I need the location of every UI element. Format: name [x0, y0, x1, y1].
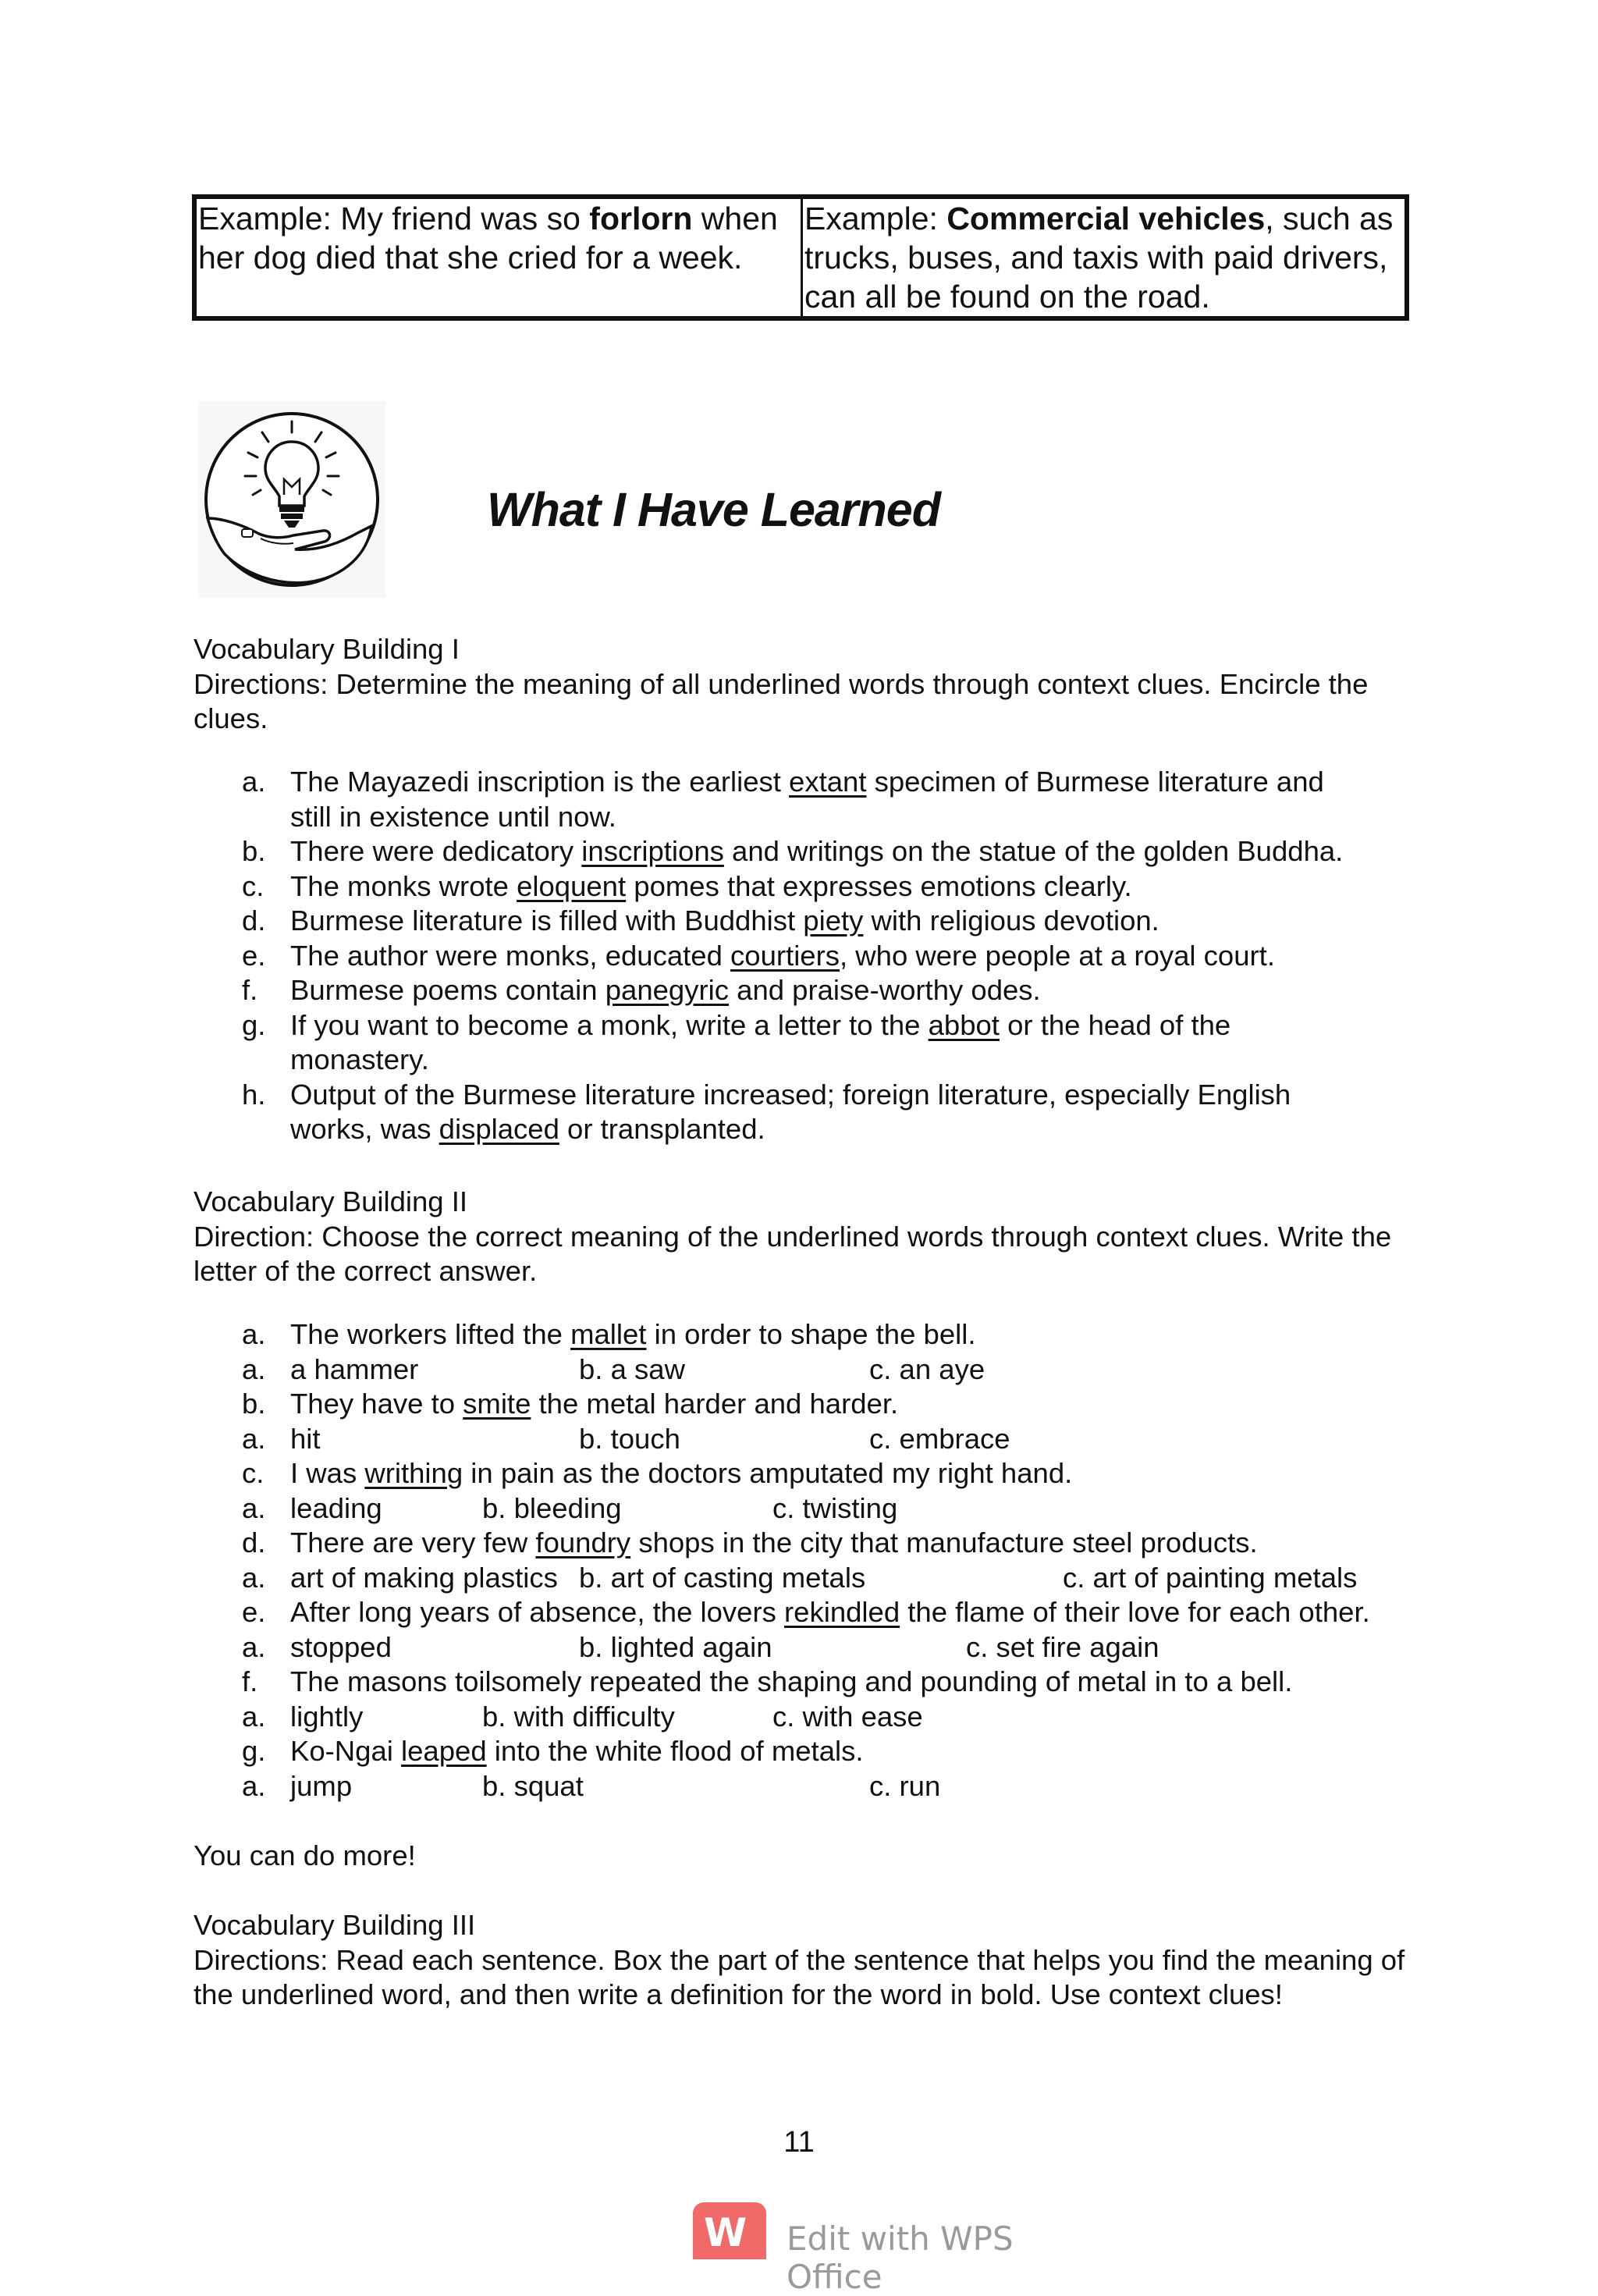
item-label: f.	[242, 974, 258, 1006]
item-text: monastery.	[290, 1043, 429, 1075]
answer-choice-a: jump	[290, 1769, 353, 1802]
underlined-word: abbot	[928, 1008, 1000, 1041]
item-label: c.	[242, 1457, 265, 1489]
answer-choice-c: c. twisting	[772, 1491, 898, 1524]
answer-choice-b: b. a saw	[579, 1352, 685, 1385]
item-text: the flame of their love for each other.	[900, 1596, 1370, 1628]
choice-label: a.	[242, 1700, 266, 1733]
wps-watermark	[693, 2202, 1099, 2296]
item-text: shops in the city that manufacture steel products.	[630, 1527, 1258, 1559]
item-text: in pain as the doctors amputated my right hand.	[463, 1457, 1073, 1489]
question-text	[290, 1595, 1370, 1630]
wps-logo-icon	[693, 2202, 766, 2259]
question-text	[290, 1456, 1072, 1491]
item-text: Burmese literature is filled with Buddhist	[290, 905, 804, 937]
choice-label: a.	[242, 1769, 266, 1802]
item-label: e.	[242, 939, 266, 972]
vb1-heading: Vocabulary Building I	[194, 633, 460, 665]
answer-choice-a: leading	[290, 1491, 382, 1524]
item-text: Ko-Ngai	[290, 1735, 402, 1767]
vb1-items	[194, 765, 1442, 1147]
item-text: with religious devotion.	[863, 905, 1159, 937]
item-label: a.	[242, 1318, 266, 1350]
answer-choice-c: c. embrace	[869, 1422, 1010, 1455]
item-label: h.	[242, 1078, 266, 1111]
item-text: or transplanted.	[559, 1113, 765, 1145]
answer-choice-b: b. with difficulty	[482, 1700, 675, 1733]
question-text	[290, 1526, 1258, 1561]
answer-choice-b: b. squat	[482, 1769, 584, 1802]
vb3-heading: Vocabulary Building III	[194, 1909, 476, 1941]
item-text: and praise-worthy odes.	[729, 974, 1041, 1006]
question-text	[290, 1387, 898, 1422]
choice-label: a.	[242, 1491, 266, 1524]
item-text: The workers lifted the	[290, 1318, 571, 1350]
answer-choice-a: art of making plastics	[290, 1561, 558, 1594]
item-label: d.	[242, 1527, 266, 1559]
vb1-item	[194, 904, 1442, 939]
answer-choice-b: b. touch	[579, 1422, 680, 1455]
choice-label: a.	[242, 1352, 266, 1385]
item-text: Burmese poems contain	[290, 974, 605, 1006]
vb1-item	[194, 1078, 1442, 1147]
item-text: and writings on the statue of the golden Buddha.	[723, 835, 1344, 867]
item-label: g.	[242, 1008, 266, 1041]
answer-choice-c: c. with ease	[772, 1700, 923, 1733]
encouragement: You can do more!	[194, 1839, 416, 1871]
underlined-word: foundry	[535, 1527, 631, 1559]
item-text: I was	[290, 1457, 365, 1489]
item-text: pomes that expresses emotions clearly.	[626, 869, 1132, 902]
item-label: b.	[242, 835, 266, 867]
page-number: 11	[783, 2126, 815, 2159]
item-text: The masons toilsomely repeated the shaping and pounding of metal in to a bell.	[290, 1665, 1293, 1697]
item-text: the metal harder and harder.	[531, 1388, 899, 1420]
item-text: , who were people at a royal court.	[840, 939, 1275, 972]
choice-label: a.	[242, 1422, 266, 1455]
answer-choice-a: hit	[290, 1422, 321, 1455]
answer-choice-c: c. run	[869, 1769, 941, 1802]
underlined-word: courtiers	[730, 939, 840, 972]
vb1-item	[194, 973, 1442, 1008]
example-2-prefix: Example:	[804, 201, 947, 236]
answer-choice-b: b. bleeding	[482, 1491, 622, 1524]
wps-watermark-text: Edit with WPS Office	[787, 2220, 1014, 2296]
example-cell-1	[194, 197, 802, 318]
underlined-word: leaped	[401, 1735, 487, 1767]
answer-choice-c: c. an aye	[869, 1352, 985, 1385]
item-text: or the head of the	[999, 1008, 1231, 1041]
choice-label: a.	[242, 1630, 266, 1663]
vb3-intro	[194, 1908, 1426, 2013]
underlined-word: displaced	[439, 1113, 559, 1145]
item-label: c.	[242, 869, 265, 902]
item-label: f.	[242, 1665, 258, 1697]
item-text: The monks wrote	[290, 869, 517, 902]
item-text: into the white flood of metals.	[486, 1735, 864, 1767]
vb1-directions: Directions: Determine the meaning of all underlined words through context clues. Encircle the clues.	[194, 667, 1369, 734]
example-1-prefix: Example: My friend was so	[198, 201, 590, 236]
underlined-word: writhing	[364, 1457, 463, 1489]
vb2-directions: Direction: Choose the correct meaning of the underlined words through context clues. Write the letter of the correct answer.	[194, 1220, 1392, 1287]
underlined-word: extant	[789, 766, 867, 798]
example-cell-2	[802, 197, 1408, 318]
example-1-bold-word: forlorn	[589, 201, 693, 236]
question-text	[290, 1734, 864, 1769]
vb3-directions: Directions: Read each sentence. Box the part of the sentence that helps you find the meaning of the underlined word, and then write a definition for the word in bold. Use context clues!	[194, 1943, 1405, 2010]
underlined-word: rekindled	[784, 1596, 900, 1628]
item-text: There are very few	[290, 1527, 536, 1559]
item-text: still in existence until now.	[290, 800, 616, 833]
item-label: b.	[242, 1388, 266, 1420]
vb1-item	[194, 869, 1442, 905]
example-2-suffix: , such as trucks, buses, and taxis with paid drivers, can all be found on the road.	[804, 201, 1394, 315]
vb1-item	[194, 939, 1442, 974]
item-text: works, was	[290, 1113, 439, 1145]
underlined-word: smite	[463, 1388, 531, 1420]
question-text	[290, 1317, 976, 1352]
vb1-item	[194, 834, 1442, 869]
underlined-word: panegyric	[605, 974, 729, 1006]
answer-choice-a: stopped	[290, 1630, 392, 1663]
item-text: If you want to become a monk, write a letter to the	[290, 1008, 929, 1041]
answer-choice-c: c. art of painting metals	[1063, 1561, 1358, 1594]
item-label: e.	[242, 1596, 266, 1628]
section-title: What I Have Learned	[487, 483, 940, 536]
item-label: g.	[242, 1735, 266, 1767]
underlined-word: mallet	[570, 1318, 647, 1350]
example-table	[192, 194, 1409, 321]
choice-label: a.	[242, 1561, 266, 1594]
answer-choice-a: a hammer	[290, 1352, 419, 1385]
lightbulb-in-hand-icon	[198, 401, 385, 598]
vb1-item	[194, 1008, 1442, 1078]
vb2-heading: Vocabulary Building II	[194, 1185, 468, 1217]
example-2-bold-word: Commercial vehicles	[946, 201, 1266, 236]
item-label: d.	[242, 905, 266, 937]
answer-choice-b: b. art of casting metals	[579, 1561, 866, 1594]
answer-choice-c: c. set fire again	[966, 1630, 1159, 1663]
question-text	[290, 1665, 1292, 1700]
item-text: Output of the Burmese literature increased; foreign literature, especially English	[290, 1078, 1291, 1111]
answer-choice-a: lightly	[290, 1700, 364, 1733]
item-text: specimen of Burmese literature and	[866, 766, 1324, 798]
underlined-word: eloquent	[517, 869, 627, 902]
item-text: They have to	[290, 1388, 463, 1420]
item-text: The author were monks, educated	[290, 939, 731, 972]
vb1-intro	[194, 632, 1426, 737]
item-text: in order to shape the bell.	[646, 1318, 976, 1350]
underlined-word: piety	[803, 905, 864, 937]
example-1-suffix: when her dog died that she cried for a week.	[198, 201, 778, 275]
wps-logo-letter: W	[704, 2210, 748, 2255]
answer-choice-b: b. lighted again	[579, 1630, 772, 1663]
item-text: After long years of absence, the lovers	[290, 1596, 785, 1628]
underlined-word: inscriptions	[581, 835, 724, 867]
item-label: a.	[242, 766, 266, 798]
vb1-item	[194, 765, 1442, 834]
item-text: There were dedicatory	[290, 835, 582, 867]
item-text: The Mayazedi inscription is the earliest	[290, 766, 790, 798]
vb2-intro	[194, 1185, 1426, 1289]
